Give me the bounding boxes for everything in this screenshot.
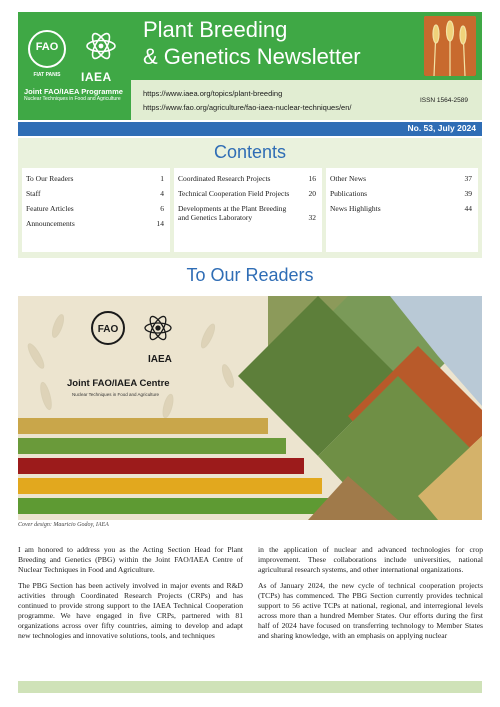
toc-column-2 [174, 168, 322, 252]
toc-page: 4 [160, 189, 164, 198]
toc-page: 14 [156, 219, 164, 228]
grain-ears-image [424, 16, 476, 76]
toc-item[interactable] [26, 189, 164, 198]
cover-caption: Cover design: Mauricio Godoy, IAEA [18, 522, 109, 528]
issue-bar [18, 122, 482, 136]
paragraph: I am honored to address you as the Acting Section Head for Plant Breeding and Genetics (PBG) within the Joint FAO/IAEA Centre of Nuclear Techniques in Food and Agriculture. [18, 545, 243, 574]
toc-label: Technical Cooperation Field Projects [178, 189, 290, 198]
toc-page: 20 [308, 189, 316, 198]
issn-number: ISSN 1564-2589 [419, 97, 468, 104]
logo-emblems [26, 26, 124, 84]
title-line-2: & Genetics Newsletter [143, 44, 361, 69]
article-column-left [18, 545, 243, 647]
cover-photo-collage [18, 296, 482, 520]
toc-label: News Highlights [330, 204, 381, 213]
toc-label: Coordinated Research Projects [178, 174, 271, 183]
toc-item[interactable] [178, 174, 316, 183]
title-bar [131, 12, 482, 80]
toc-item[interactable] [330, 204, 472, 213]
fao-emblem-text: FAO [35, 41, 59, 53]
programme-subtitle: Nuclear Techniques in Food and Agriculture [24, 96, 121, 102]
programme-title: Joint FAO/IAEA Programme [24, 87, 123, 96]
url-area [131, 80, 482, 120]
stripe-4 [18, 478, 322, 494]
toc-column-1 [22, 168, 170, 252]
toc-page: 16 [308, 174, 316, 183]
toc-label: Developments at the Plant Breeding and Genetics Laboratory [178, 204, 287, 222]
fiat-panis-text: FIAT PANIS [33, 72, 61, 78]
toc-page: 44 [464, 204, 472, 213]
toc-item[interactable] [26, 204, 164, 213]
toc-page: 39 [464, 189, 472, 198]
toc-label: Other News [330, 174, 367, 183]
masthead [18, 12, 482, 120]
toc-item[interactable] [330, 189, 472, 198]
toc-label: To Our Readers [26, 174, 74, 183]
toc-item[interactable] [26, 219, 164, 228]
stripe-3 [18, 458, 304, 474]
toc-item[interactable] [330, 174, 472, 183]
toc-page: 37 [464, 174, 472, 183]
toc-page: 32 [308, 213, 316, 222]
toc-column-3 [326, 168, 478, 252]
cover-centre-title: Joint FAO/IAEA Centre [67, 378, 170, 389]
cover-fao-emblem-icon [92, 312, 124, 344]
issue-number: No. 53, July 2024 [407, 123, 476, 133]
footer-bar [18, 681, 482, 693]
newsletter-title [143, 16, 428, 70]
toc-item[interactable] [178, 189, 316, 198]
fao-nuclear-techniques-link[interactable]: https://www.fao.org/agriculture/fao-iaea-nuclear-techniques/en/ [143, 103, 352, 112]
paragraph: As of January 2024, the new cycle of technical cooperation projects (TCPs) has commenced. The PBG Section currently provides technical support to 56 active TCPs at national, regional, and interregional levels across more than a hundred Member States. Our efforts during the first half of 2024 have focused on transferring technology to Member States and sharing knowledge, with an emphasis on applying nuclear [258, 581, 483, 640]
fao-emblem-icon [28, 30, 66, 78]
iaea-logo-text: IAEA [81, 70, 112, 84]
contents-heading: Contents [213, 142, 287, 162]
paragraph: The PBG Section has been actively involved in major events and R&D activities through Coordinated Research Projects (CRPs) and has continued to provide strong support to the IAEA Technical Cooperation programme. We have engaged in five CRPs, partnered with 81 organizations across over fifty countries, aiming to develop and adapt new technologies and innovative solutions, tools, and techniques [18, 581, 243, 640]
toc-page: 1 [160, 174, 164, 183]
cover-iaea-atom-icon [145, 314, 171, 342]
toc-label: Announcements [26, 219, 75, 228]
stripe-2 [18, 438, 286, 454]
stripe-1 [18, 418, 268, 434]
article-column-right [258, 545, 483, 647]
contents-section [18, 138, 482, 258]
cover-fao-text: FAO [97, 324, 119, 335]
plant-breeding-link[interactable]: https://www.iaea.org/topics/plant-breeding [143, 89, 283, 98]
cover-image [18, 296, 482, 520]
toc-item[interactable] [26, 174, 164, 183]
joint-programme-logo [18, 12, 131, 120]
toc-page: 6 [160, 204, 164, 213]
paragraph: in the application of nuclear and advanced technologies for crop improvement. These collaborations include universities, national agricultural research systems, and other international organizations. [258, 545, 483, 574]
iaea-atom-icon [82, 28, 120, 66]
toc-label: Feature Articles [26, 204, 74, 213]
title-line-1: Plant Breeding [143, 17, 288, 42]
toc-label: Staff [26, 189, 41, 198]
toc-label: Publications [330, 189, 368, 198]
stripe-5 [18, 498, 340, 514]
cover-centre-subtitle: Nuclear Techniques in Food and Agriculture [72, 392, 159, 397]
readers-heading: To Our Readers [186, 265, 314, 285]
toc-item[interactable] [178, 204, 316, 222]
cover-iaea-text: IAEA [148, 354, 172, 365]
